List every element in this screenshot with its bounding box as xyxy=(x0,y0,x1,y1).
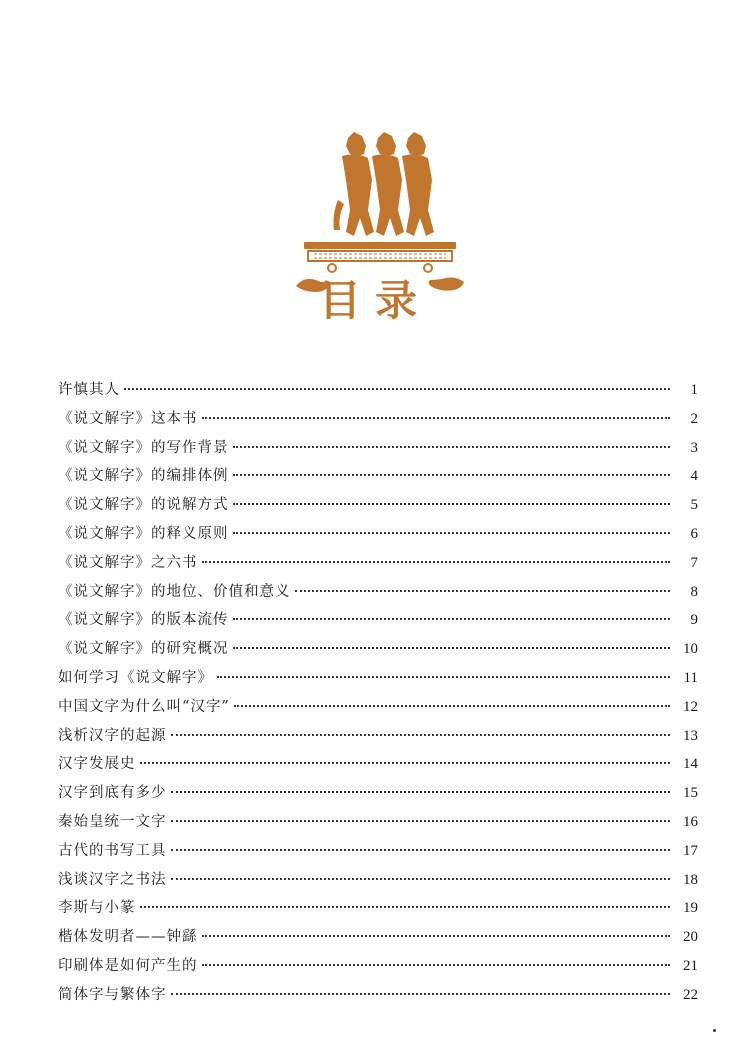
toc-page-number: 7 xyxy=(690,554,698,571)
dot-leader xyxy=(140,906,671,908)
dot-leader xyxy=(124,388,670,390)
toc-entry-title: 如何学习《说文解字》 xyxy=(58,669,213,686)
toc-entry-title: 古代的书写工具 xyxy=(58,842,167,859)
toc-page-number: 22 xyxy=(683,986,698,1003)
toc-entry-title: 浅析汉字的起源 xyxy=(58,727,167,744)
toc-page-number: 5 xyxy=(690,497,698,514)
toc-entry-title: 《说文解字》的释义原则 xyxy=(58,525,229,542)
dot-leader xyxy=(202,964,671,966)
dot-leader xyxy=(217,676,670,678)
dot-leader xyxy=(171,791,671,793)
toc-page-number: 13 xyxy=(683,727,698,744)
toc-entry[interactable] xyxy=(58,376,698,405)
toc-entry[interactable] xyxy=(58,462,698,491)
dot-leader xyxy=(233,647,671,649)
dot-leader xyxy=(202,935,671,937)
toc-page-number: 3 xyxy=(690,439,698,456)
toc-page-number: 12 xyxy=(683,698,698,715)
toc-entry[interactable] xyxy=(58,405,698,434)
toc-entry[interactable] xyxy=(58,635,698,664)
toc-page-number: 2 xyxy=(690,410,698,427)
toc-entry[interactable] xyxy=(58,923,698,952)
toc-entry[interactable] xyxy=(58,606,698,635)
toc-entry[interactable] xyxy=(58,578,698,607)
toc-page-number: 17 xyxy=(683,842,698,859)
toc-entry-title: 印刷体是如何产生的 xyxy=(58,957,198,974)
toc-entry-title: 《说文解字》这本书 xyxy=(58,410,198,427)
toc-entry-title: 许慎其人 xyxy=(58,382,120,398)
toc-page-number: 6 xyxy=(690,525,698,542)
toc-page-number: 18 xyxy=(683,871,698,888)
toc-entry-title: 中国文字为什么叫“汉字” xyxy=(58,698,230,715)
toc-page-number: 15 xyxy=(683,785,698,802)
toc-entry-title: 《说文解字》的说解方式 xyxy=(58,497,229,514)
toc-entry-title: 楷体发明者——钟繇 xyxy=(58,929,198,946)
dot-leader xyxy=(233,474,671,476)
table-of-contents xyxy=(58,376,698,1010)
toc-entry[interactable] xyxy=(58,520,698,549)
toc-entry[interactable] xyxy=(58,664,698,693)
dot-leader xyxy=(295,590,671,592)
toc-page-number: 9 xyxy=(690,612,698,629)
toc-page-number: 19 xyxy=(683,900,698,917)
dot-leader xyxy=(171,993,671,995)
toc-entry[interactable] xyxy=(58,837,698,866)
dot-leader xyxy=(202,561,671,563)
dot-leader xyxy=(234,705,670,707)
toc-entry[interactable] xyxy=(58,866,698,895)
dot-leader xyxy=(233,532,671,534)
toc-page-number: 20 xyxy=(683,929,698,946)
toc-entry-title: 《说文解字》的写作背景 xyxy=(58,439,229,456)
toc-entry-title: 汉字发展史 xyxy=(58,756,136,773)
toc-entry[interactable] xyxy=(58,952,698,981)
toc-entry-title: 浅谈汉字之书法 xyxy=(58,871,167,888)
toc-entry-title: 《说文解字》的研究概况 xyxy=(58,641,229,658)
toc-entry-title: 秦始皇统一文字 xyxy=(58,813,167,830)
toc-entry[interactable] xyxy=(58,779,698,808)
toc-entry[interactable] xyxy=(58,808,698,837)
dot-leader xyxy=(171,734,671,736)
toc-page-number: 4 xyxy=(690,468,698,485)
toc-page-number: 10 xyxy=(683,641,698,658)
toc-entry-title: 《说文解字》的版本流传 xyxy=(58,612,229,629)
toc-entry-title: 简体字与繁体字 xyxy=(58,986,167,1003)
toc-entry[interactable] xyxy=(58,491,698,520)
dot-leader xyxy=(202,417,671,419)
toc-entry[interactable] xyxy=(58,981,698,1010)
toc-page-number: 8 xyxy=(690,583,698,600)
toc-entry[interactable] xyxy=(58,750,698,779)
dot-leader xyxy=(171,849,671,851)
toc-entry-title: 汉字到底有多少 xyxy=(58,785,167,802)
toc-entry-title: 《说文解字》之六书 xyxy=(58,554,198,571)
toc-page-number: 16 xyxy=(683,813,698,830)
dot-leader xyxy=(140,762,671,764)
toc-entry[interactable] xyxy=(58,722,698,751)
toc-entry[interactable] xyxy=(58,434,698,463)
page-mark xyxy=(713,1029,716,1032)
page-title: 目录 xyxy=(318,276,431,325)
toc-entry-title: 《说文解字》的地位、价值和意义 xyxy=(58,583,291,600)
toc-entry[interactable] xyxy=(58,549,698,578)
toc-page-number: 14 xyxy=(683,756,698,773)
toc-entry[interactable] xyxy=(58,894,698,923)
dot-leader xyxy=(233,503,671,505)
toc-entry[interactable] xyxy=(58,693,698,722)
toc-page-number: 21 xyxy=(683,957,698,974)
dot-leader xyxy=(233,618,671,620)
toc-page-number: 11 xyxy=(683,669,698,686)
toc-entry-title: 李斯与小篆 xyxy=(58,900,136,917)
toc-page-number: 1 xyxy=(690,382,698,398)
dot-leader xyxy=(171,878,671,880)
dot-leader xyxy=(233,446,671,448)
dot-leader xyxy=(171,820,671,822)
toc-entry-title: 《说文解字》的编排体例 xyxy=(58,468,229,485)
